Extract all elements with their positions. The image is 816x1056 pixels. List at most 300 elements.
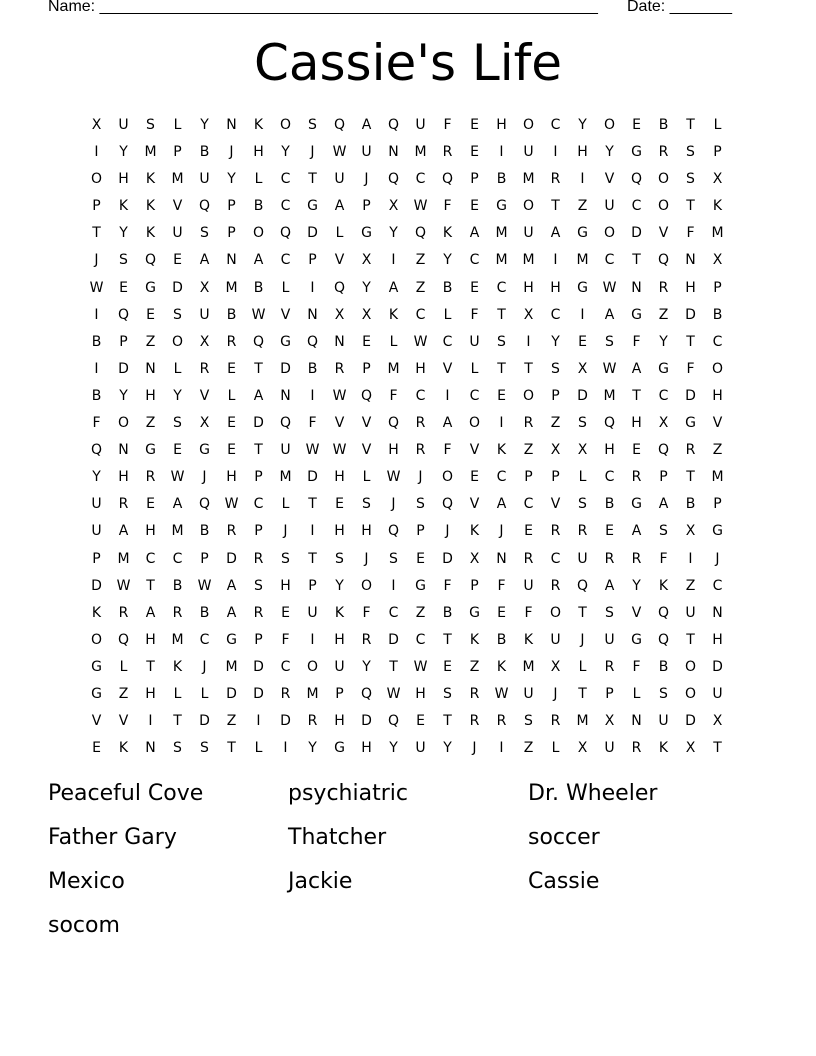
grid-letter: Q	[441, 171, 454, 188]
grid-letter: U	[577, 550, 588, 567]
grid-letter: U	[523, 577, 534, 594]
grid-letter: J	[229, 144, 234, 161]
grid-letter: P	[254, 469, 263, 486]
grid-letter: R	[523, 415, 534, 432]
grid-letter: R	[631, 550, 642, 567]
grid-letter: Q	[90, 442, 103, 459]
grid-letter: V	[361, 415, 372, 432]
grid-letter: S	[200, 740, 209, 757]
grid-letter: R	[550, 523, 561, 540]
grid-letter: L	[551, 740, 560, 757]
grid-letter: C	[280, 198, 291, 215]
grid-letter: T	[551, 198, 560, 215]
grid-letter: H	[145, 685, 156, 702]
grid-letter: S	[443, 685, 452, 702]
grid-letter: Q	[387, 415, 400, 432]
grid-letter: K	[334, 604, 345, 621]
grid-letter: W	[116, 577, 131, 594]
grid-letter: U	[199, 306, 210, 323]
grid-letter: L	[470, 360, 479, 377]
grid-letter: K	[118, 740, 129, 757]
grid-letter: U	[469, 333, 480, 350]
grid-letter: L	[632, 685, 641, 702]
grid-letter: C	[469, 252, 480, 269]
grid-letter: D	[631, 225, 642, 242]
grid-letter: J	[94, 252, 99, 269]
grid-letter: M	[306, 685, 319, 702]
grid-letter: L	[335, 225, 344, 242]
grid-letter: T	[686, 469, 695, 486]
grid-letter: B	[442, 279, 453, 296]
grid-letter: H	[334, 631, 345, 648]
grid-letter: P	[254, 631, 263, 648]
grid-letter: B	[658, 658, 669, 675]
grid-letter: Z	[145, 333, 156, 350]
grid-letter: C	[280, 171, 291, 188]
grid-letter: M	[711, 225, 724, 242]
grid-letter: A	[604, 577, 615, 594]
grid-letter: J	[553, 685, 558, 702]
grid-letter: F	[308, 415, 317, 432]
grid-letter: T	[497, 306, 506, 323]
grid-letter: F	[632, 333, 641, 350]
grid-letter: I	[553, 252, 558, 269]
grid-letter: E	[578, 333, 587, 350]
grid-letter: F	[362, 604, 371, 621]
grid-letter: Y	[659, 333, 668, 350]
grid-letter: T	[146, 658, 155, 675]
grid-letter: A	[253, 252, 264, 269]
grid-letter: R	[442, 144, 453, 161]
grid-letter: K	[469, 631, 480, 648]
grid-letter: M	[495, 252, 508, 269]
grid-letter: Q	[360, 387, 373, 404]
grid-letter: Q	[414, 225, 427, 242]
grid-letter: V	[199, 387, 210, 404]
grid-row	[83, 465, 731, 492]
grid-letter: O	[603, 117, 616, 133]
page-title: Cassie's Life	[253, 34, 563, 92]
grid-letter: R	[226, 523, 237, 540]
grid-letter: G	[415, 577, 426, 594]
grid-letter: P	[173, 144, 182, 161]
grid-letter: X	[550, 442, 561, 459]
grid-letter: H	[280, 577, 291, 594]
grid-letter: U	[415, 740, 426, 757]
grid-letter: D	[253, 685, 264, 702]
grid-letter: B	[253, 279, 264, 296]
grid-letter: X	[712, 252, 723, 269]
grid-letter: B	[658, 117, 669, 133]
grid-letter: Q	[387, 523, 400, 540]
grid-letter: G	[145, 279, 156, 296]
grid-letter: T	[713, 740, 722, 757]
grid-letter: D	[172, 279, 183, 296]
grid-letter: B	[91, 333, 102, 350]
grid-letter: B	[496, 631, 507, 648]
grid-letter: O	[90, 631, 103, 648]
grid-letter: U	[523, 144, 534, 161]
grid-letter: E	[281, 604, 290, 621]
grid-letter: Z	[577, 198, 588, 215]
grid-letter: X	[361, 252, 372, 269]
grid-letter: G	[226, 631, 237, 648]
grid-letter: P	[605, 685, 614, 702]
grid-letter: P	[227, 198, 236, 215]
grid-letter: H	[118, 171, 129, 188]
grid-letter: R	[118, 496, 129, 513]
grid-letter: I	[256, 713, 261, 730]
grid-letter: E	[632, 117, 641, 133]
grid-letter: H	[334, 523, 345, 540]
grid-letter: C	[415, 631, 426, 648]
grid-letter: Y	[443, 740, 452, 757]
grid-letter: U	[550, 631, 561, 648]
grid-letter: I	[310, 387, 315, 404]
grid-letter: H	[415, 360, 426, 377]
grid-letter: L	[578, 469, 587, 486]
grid-letter: A	[631, 360, 642, 377]
grid-letter: W	[332, 442, 347, 459]
grid-letter: X	[550, 658, 561, 675]
grid-letter: F	[443, 577, 452, 594]
grid-letter: K	[388, 306, 399, 323]
grid-letter: P	[362, 360, 371, 377]
grid-letter: G	[577, 279, 588, 296]
grid-letter: C	[523, 496, 534, 513]
word-list-item: soccer	[528, 825, 600, 850]
grid-letter: A	[550, 225, 561, 242]
grid-letter: O	[171, 333, 184, 350]
grid-letter: D	[226, 685, 237, 702]
grid-letter: L	[173, 117, 182, 133]
grid-letter: P	[470, 577, 479, 594]
grid-letter: S	[119, 252, 128, 269]
grid-letter: S	[497, 333, 506, 350]
grid-letter: Y	[173, 387, 182, 404]
grid-letter: O	[279, 117, 292, 133]
grid-letter: S	[173, 415, 182, 432]
grid-letter: D	[253, 415, 264, 432]
date-field-label: Date: _______	[627, 0, 732, 15]
grid-letter: H	[334, 469, 345, 486]
grid-letter: P	[713, 279, 722, 296]
grid-letter: W	[224, 496, 239, 513]
grid-letter: R	[658, 144, 669, 161]
grid-letter: O	[603, 225, 616, 242]
grid-letter: P	[308, 577, 317, 594]
grid-letter: N	[685, 252, 696, 269]
grid-letter: R	[604, 550, 615, 567]
grid-letter: E	[227, 415, 236, 432]
grid-letter: Y	[389, 225, 398, 242]
grid-row	[83, 601, 731, 628]
grid-letter: M	[495, 225, 508, 242]
grid-letter: I	[94, 144, 99, 161]
grid-letter: C	[199, 631, 210, 648]
grid-letter: Z	[658, 306, 669, 323]
grid-letter: H	[145, 631, 156, 648]
grid-letter: B	[442, 604, 453, 621]
grid-letter: K	[145, 171, 156, 188]
grid-letter: N	[145, 740, 156, 757]
grid-letter: K	[469, 523, 480, 540]
grid-letter: R	[550, 577, 561, 594]
grid-letter: U	[415, 117, 426, 133]
grid-letter: S	[605, 604, 614, 621]
grid-letter: R	[118, 604, 129, 621]
grid-letter: K	[118, 198, 129, 215]
grid-letter: G	[631, 631, 642, 648]
grid-letter: S	[551, 360, 560, 377]
grid-letter: I	[688, 550, 693, 567]
grid-letter: C	[172, 550, 183, 567]
grid-row	[83, 547, 731, 574]
grid-letter: A	[361, 117, 372, 133]
grid-letter: E	[470, 279, 479, 296]
grid-letter: D	[226, 550, 237, 567]
grid-letter: N	[145, 360, 156, 377]
grid-letter: V	[550, 496, 561, 513]
grid-letter: M	[225, 658, 238, 675]
grid-letter: O	[684, 685, 697, 702]
grid-letter: Q	[441, 496, 454, 513]
grid-letter: O	[549, 604, 562, 621]
grid-letter: Q	[198, 198, 211, 215]
grid-letter: E	[416, 713, 425, 730]
grid-letter: H	[253, 144, 264, 161]
grid-letter: G	[307, 198, 318, 215]
grid-letter: N	[388, 144, 399, 161]
grid-letter: D	[307, 469, 318, 486]
grid-letter: W	[251, 306, 266, 323]
grid-letter: Q	[279, 225, 292, 242]
grid-letter: X	[577, 740, 588, 757]
grid-letter: D	[307, 225, 318, 242]
grid-letter: V	[334, 415, 345, 432]
grid-letter: I	[94, 360, 99, 377]
grid-letter: J	[391, 496, 396, 513]
grid-letter: O	[252, 225, 265, 242]
grid-letter: Q	[387, 713, 400, 730]
grid-letter: S	[146, 117, 155, 133]
grid-letter: G	[199, 442, 210, 459]
grid-letter: R	[145, 469, 156, 486]
grid-letter: Z	[145, 415, 156, 432]
grid-letter: B	[496, 171, 507, 188]
grid-letter: V	[334, 252, 345, 269]
grid-letter: Q	[657, 604, 670, 621]
grid-letter: J	[472, 740, 477, 757]
grid-letter: G	[334, 740, 345, 757]
grid-letter: X	[577, 442, 588, 459]
grid-letter: H	[388, 442, 399, 459]
grid-letter: F	[281, 631, 290, 648]
grid-letter: Q	[387, 117, 400, 133]
grid-letter: T	[389, 658, 398, 675]
grid-letter: W	[197, 577, 212, 594]
grid-letter: M	[522, 252, 535, 269]
grid-letter: F	[497, 577, 506, 594]
grid-letter: A	[226, 604, 237, 621]
grid-letter: V	[631, 604, 642, 621]
grid-letter: P	[92, 198, 101, 215]
grid-letter: O	[711, 360, 724, 377]
grid-letter: X	[199, 279, 210, 296]
grid-letter: F	[686, 225, 695, 242]
grid-letter: K	[442, 225, 453, 242]
grid-letter: B	[226, 306, 237, 323]
grid-row	[83, 276, 731, 303]
grid-letter: D	[685, 713, 696, 730]
grid-letter: A	[253, 387, 264, 404]
grid-letter: E	[227, 360, 236, 377]
grid-letter: X	[712, 171, 723, 188]
grid-letter: P	[335, 685, 344, 702]
grid-letter: Q	[657, 442, 670, 459]
grid-letter: T	[92, 225, 101, 242]
grid-letter: G	[631, 144, 642, 161]
grid-letter: E	[173, 252, 182, 269]
grid-letter: R	[631, 740, 642, 757]
grid-letter: J	[580, 631, 585, 648]
grid-row	[83, 221, 731, 248]
grid-letter: K	[496, 442, 507, 459]
grid-letter: G	[145, 442, 156, 459]
grid-letter: Q	[630, 171, 643, 188]
grid-letter: C	[550, 117, 561, 133]
grid-letter: X	[523, 306, 534, 323]
grid-letter: Z	[523, 442, 534, 459]
grid-letter: S	[659, 685, 668, 702]
grid-letter: O	[684, 658, 697, 675]
grid-letter: F	[443, 442, 452, 459]
grid-letter: N	[496, 550, 507, 567]
grid-letter: S	[524, 713, 533, 730]
grid-letter: H	[712, 387, 723, 404]
grid-letter: U	[523, 225, 534, 242]
grid-letter: H	[361, 740, 372, 757]
grid-letter: P	[362, 198, 371, 215]
grid-letter: Q	[576, 577, 589, 594]
grid-letter: X	[91, 117, 102, 133]
grid-letter: E	[335, 496, 344, 513]
grid-letter: T	[443, 631, 452, 648]
grid-letter: T	[173, 713, 182, 730]
grid-letter: Q	[279, 415, 292, 432]
grid-letter: P	[713, 144, 722, 161]
grid-letter: W	[413, 333, 428, 350]
word-list-item: Thatcher	[288, 825, 387, 850]
grid-letter: C	[496, 469, 507, 486]
grid-row	[83, 492, 731, 519]
grid-letter: I	[148, 713, 153, 730]
grid-letter: N	[712, 604, 723, 621]
grid-letter: T	[578, 685, 587, 702]
grid-letter: X	[577, 360, 588, 377]
grid-letter: F	[443, 117, 452, 133]
grid-letter: Y	[200, 117, 209, 133]
grid-letter: Z	[685, 577, 696, 594]
grid-letter: T	[308, 171, 317, 188]
grid-letter: S	[308, 117, 317, 133]
grid-letter: W	[170, 469, 185, 486]
grid-letter: H	[550, 279, 561, 296]
grid-letter: H	[334, 713, 345, 730]
grid-letter: V	[604, 171, 615, 188]
grid-letter: Z	[415, 604, 426, 621]
grid-letter: I	[580, 171, 585, 188]
grid-letter: Z	[415, 252, 426, 269]
grid-letter: X	[199, 415, 210, 432]
grid-letter: P	[551, 469, 560, 486]
grid-letter: T	[227, 740, 236, 757]
grid-letter: E	[632, 442, 641, 459]
grid-letter: D	[280, 713, 291, 730]
grid-letter: F	[389, 387, 398, 404]
grid-letter: N	[226, 117, 237, 133]
grid-letter: I	[499, 144, 504, 161]
grid-letter: M	[225, 279, 238, 296]
grid-letter: G	[631, 306, 642, 323]
grid-letter: M	[144, 144, 157, 161]
grid-letter: M	[603, 387, 616, 404]
grid-letter: E	[92, 740, 101, 757]
grid-letter: I	[445, 387, 450, 404]
grid-letter: U	[118, 117, 129, 133]
grid-letter: P	[200, 550, 209, 567]
grid-letter: F	[686, 360, 695, 377]
grid-letter: R	[523, 550, 534, 567]
grid-letter: O	[522, 387, 535, 404]
grid-letter: T	[686, 117, 695, 133]
grid-letter: E	[146, 306, 155, 323]
grid-letter: Y	[578, 117, 587, 133]
grid-letter: O	[657, 198, 670, 215]
grid-letter: S	[389, 550, 398, 567]
grid-row	[83, 140, 731, 167]
grid-letter: U	[658, 713, 669, 730]
grid-row	[83, 682, 731, 709]
grid-letter: K	[712, 198, 723, 215]
grid-letter: P	[119, 333, 128, 350]
grid-letter: E	[470, 144, 479, 161]
grid-letter: I	[310, 523, 315, 540]
grid-letter: Y	[92, 469, 101, 486]
grid-letter: R	[685, 442, 696, 459]
grid-letter: U	[280, 442, 291, 459]
grid-letter: R	[631, 469, 642, 486]
grid-letter: T	[254, 442, 263, 459]
grid-letter: T	[686, 198, 695, 215]
grid-letter: O	[117, 415, 130, 432]
grid-letter: G	[469, 604, 480, 621]
grid-letter: S	[416, 496, 425, 513]
grid-letter: A	[145, 604, 156, 621]
grid-letter: V	[280, 306, 291, 323]
grid-letter: K	[658, 740, 669, 757]
grid-letter: G	[91, 658, 102, 675]
grid-letter: F	[632, 658, 641, 675]
grid-letter: U	[91, 496, 102, 513]
grid-letter: I	[310, 631, 315, 648]
grid-letter: S	[686, 171, 695, 188]
grid-letter: N	[280, 387, 291, 404]
grid-letter: R	[307, 713, 318, 730]
grid-letter: U	[712, 685, 723, 702]
grid-letter: R	[550, 171, 561, 188]
grid-letter: T	[254, 360, 263, 377]
